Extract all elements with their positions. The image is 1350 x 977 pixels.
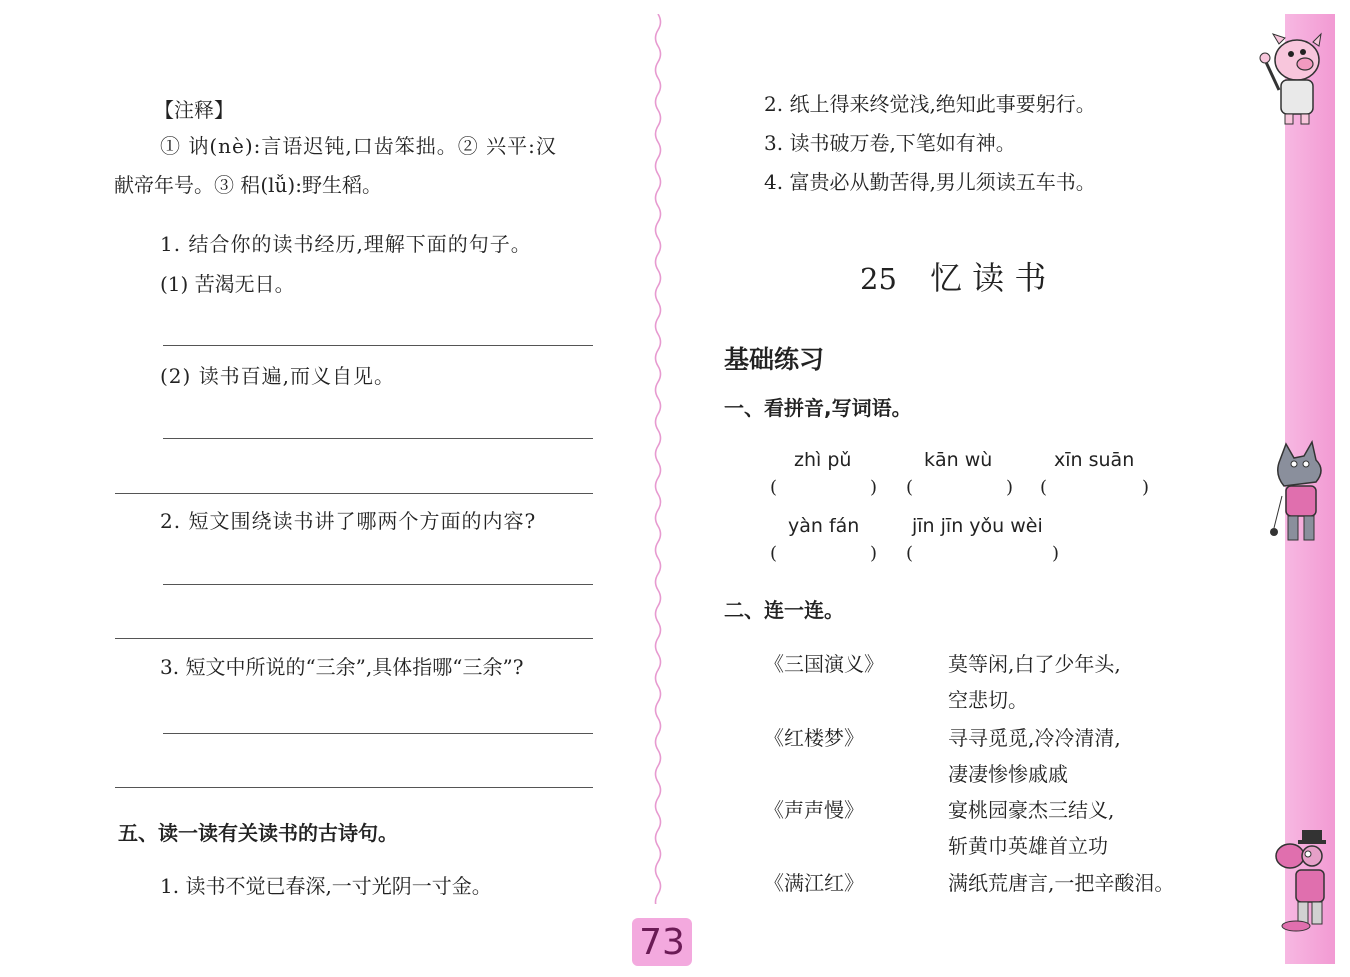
question-1-1: (1) 苦渴无日。	[160, 272, 295, 296]
exercise-1-heading: 一、看拼音,写词语。	[724, 396, 912, 420]
paren-open: (	[1040, 477, 1048, 498]
phrase: 凄凄惨惨戚戚	[948, 762, 1068, 786]
section-5-heading: 五、读一读有关读书的古诗句。	[118, 821, 398, 845]
paren-open: (	[770, 477, 778, 498]
question-2: 2. 短文围绕读书讲了哪两个方面的内容?	[160, 509, 537, 533]
paren-open: (	[906, 543, 914, 564]
answer-line[interactable]	[163, 733, 593, 734]
pinyin-item: zhì pǔ	[794, 449, 852, 471]
page-divider	[650, 14, 666, 904]
question-3: 3. 短文中所说的“三余”,具体指哪“三余”?	[160, 655, 524, 679]
answer-line[interactable]	[163, 345, 593, 346]
question-1: 1. 结合你的读书经历,理解下面的句子。	[160, 232, 532, 256]
paren-close: )	[870, 543, 878, 564]
answer-line[interactable]	[163, 584, 593, 585]
phrase[interactable]: 宴桃园豪杰三结义,	[948, 798, 1115, 822]
answer-line[interactable]	[163, 438, 593, 439]
paren-close: )	[1052, 543, 1060, 564]
paren-open: (	[770, 543, 778, 564]
notes-line-1: ① 讷(nè):言语迟钝,口齿笨拙。② 兴平:汉	[160, 134, 557, 158]
pinyin-item: jīn jīn yǒu wèi	[912, 515, 1043, 537]
poem-line-3: 3. 读书破万卷,下笔如有神。	[764, 131, 1016, 155]
poem-line-4: 4. 富贵必从勤苦得,男儿须读五车书。	[764, 170, 1096, 194]
pinyin-item: xīn suān	[1054, 449, 1135, 471]
poem-line-2: 2. 纸上得来终觉浅,绝知此事要躬行。	[764, 92, 1096, 116]
question-1-2: (2) 读书百遍,而义自见。	[160, 364, 396, 388]
pinyin-item: kān wù	[924, 449, 993, 471]
paren-close: )	[1142, 477, 1150, 498]
basic-practice-heading: 基础练习	[724, 345, 825, 374]
poem-line-1: 1. 读书不觉已春深,一寸光阴一寸金。	[160, 874, 492, 898]
paren-close: )	[1006, 477, 1014, 498]
phrase: 斩黄巾英雄首立功	[948, 834, 1108, 858]
answer-line[interactable]	[115, 787, 593, 788]
phrase: 空悲切。	[948, 688, 1028, 712]
paren-open: (	[906, 477, 914, 498]
book-title[interactable]: 《声声慢》	[764, 798, 864, 822]
rabbit-mascot-icon	[1262, 826, 1342, 936]
exercise-2-heading: 二、连一连。	[724, 598, 844, 622]
wolf-mascot-icon	[1260, 440, 1340, 550]
lesson-title: 忆 读 书	[930, 259, 1047, 297]
answer-line[interactable]	[115, 493, 593, 494]
book-title[interactable]: 《满江红》	[764, 871, 864, 895]
paren-close: )	[870, 477, 878, 498]
page-number: 73	[632, 918, 692, 966]
notes-line-2: 献帝年号。③ 稆(lǚ):野生稻。	[114, 173, 382, 197]
left-page	[0, 0, 650, 977]
notes-heading: 【注释】	[154, 98, 234, 122]
phrase[interactable]: 莫等闲,白了少年头,	[948, 652, 1121, 676]
phrase[interactable]: 寻寻觅觅,冷冷清清,	[948, 726, 1121, 750]
phrase[interactable]: 满纸荒唐言,一把辛酸泪。	[948, 871, 1175, 895]
pinyin-item: yàn fán	[788, 515, 860, 537]
pig-mascot-icon	[1255, 30, 1335, 130]
book-title[interactable]: 《三国演义》	[764, 652, 884, 676]
book-title[interactable]: 《红楼梦》	[764, 726, 864, 750]
right-page	[668, 0, 1278, 977]
answer-line[interactable]	[115, 638, 593, 639]
lesson-number: 25	[860, 262, 897, 296]
